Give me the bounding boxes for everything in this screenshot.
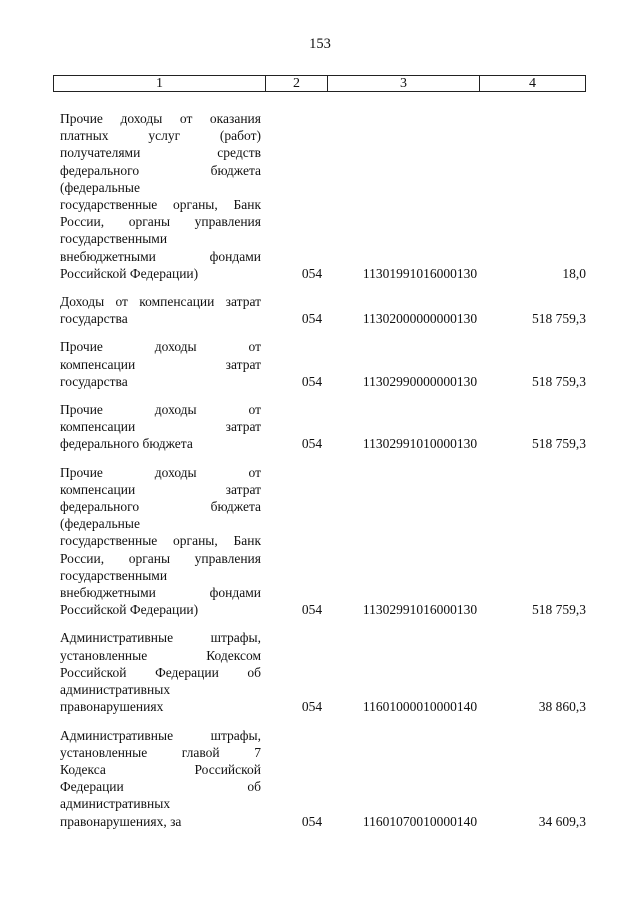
row-name-line: установленные Кодексом: [60, 647, 261, 663]
row-budget-code: 11301991016000130: [362, 265, 478, 281]
row-amount: 34 609,3: [538, 813, 586, 829]
row-name-line: правонарушениях: [60, 699, 164, 715]
row-budget-code: 11302990000000130: [362, 373, 478, 389]
table-header: [53, 75, 586, 92]
row-amount: 518 759,3: [532, 436, 586, 452]
row-admin-code: 054: [301, 602, 323, 618]
row-name: [60, 464, 261, 619]
row-name-line: Кодекса Российской: [60, 761, 261, 777]
table-body: [60, 110, 586, 830]
row-budget-code: 11601070010000140: [362, 813, 478, 829]
row-name-line: России, органы управления: [60, 550, 261, 566]
row-name: [60, 629, 261, 715]
row-name-line: компенсации затрат: [60, 419, 261, 435]
row-name-line: Российской Федерации): [60, 265, 199, 281]
row-name-line: (федеральные: [60, 516, 140, 532]
table-row: [60, 293, 586, 327]
row-name-line: Прочие доходы от оказания: [60, 111, 261, 126]
table-row: [60, 110, 586, 282]
table-row: [60, 727, 586, 830]
row-budget-code: 11302000000000130: [362, 311, 478, 327]
row-name-line: Административные штрафы,: [60, 727, 261, 743]
row-budget-code: 11601000010000140: [362, 699, 478, 715]
row-name-line: России, органы управления: [60, 214, 261, 230]
row-name: [60, 110, 261, 282]
row-name-line: установленные главой 7: [60, 744, 261, 760]
row-name: [60, 338, 261, 390]
row-name-line: Административные штрафы,: [60, 630, 261, 646]
row-budget-code: 11302991010000130: [362, 436, 478, 452]
row-name-line: получателями средств: [60, 145, 261, 161]
row-name-line: Прочие доходы от: [60, 402, 261, 418]
header-col-3: 3: [328, 76, 480, 91]
table-row: [60, 338, 586, 390]
row-name-line: Российской Федерации): [60, 602, 199, 618]
row-amount: 38 860,3: [538, 699, 586, 715]
row-name: [60, 293, 261, 327]
row-admin-code: 054: [301, 813, 323, 829]
header-col-2: 2: [266, 76, 328, 91]
row-name-line: правонарушениях, за: [60, 813, 182, 829]
row-name-line: Российской Федерации об: [60, 664, 261, 680]
row-admin-code: 054: [301, 436, 323, 452]
row-name-line: государственными: [60, 567, 168, 583]
row-amount: 18,0: [562, 265, 586, 281]
row-name-line: государства: [60, 373, 128, 389]
row-admin-code: 054: [301, 265, 323, 281]
row-name-line: Федерации об: [60, 779, 261, 795]
row-name: [60, 727, 261, 830]
table-row: [60, 464, 586, 619]
row-admin-code: 054: [301, 373, 323, 389]
table-row: [60, 401, 586, 453]
row-amount: 518 759,3: [532, 311, 586, 327]
row-name-line: Доходы от компенсации затрат: [60, 294, 261, 310]
row-budget-code: 11302991016000130: [362, 602, 478, 618]
row-name-line: компенсации затрат: [60, 356, 261, 372]
row-admin-code: 054: [301, 311, 323, 327]
row-amount: 518 759,3: [532, 373, 586, 389]
row-name-line: платных услуг (работ): [60, 128, 261, 144]
row-name-line: государственные органы, Банк: [60, 533, 261, 549]
page-number: 153: [309, 36, 331, 52]
row-name-line: внебюджетными фондами: [60, 248, 261, 264]
row-name-line: административных: [60, 796, 171, 812]
row-name-line: государственные органы, Банк: [60, 197, 261, 213]
row-name-line: внебюджетными фондами: [60, 585, 261, 601]
row-name-line: Прочие доходы от: [60, 464, 261, 480]
row-amount: 518 759,3: [532, 602, 586, 618]
row-name-line: государства: [60, 311, 128, 327]
header-col-1: 1: [54, 76, 266, 91]
row-name: [60, 401, 261, 453]
row-name-line: компенсации затрат: [60, 481, 261, 497]
header-col-4: 4: [529, 75, 536, 91]
row-name-line: Прочие доходы от: [60, 339, 261, 355]
table-row: [60, 629, 586, 715]
row-name-line: федерального бюджета: [60, 499, 261, 515]
row-name-line: (федеральные: [60, 179, 140, 195]
row-name-line: государственными: [60, 231, 168, 247]
row-name-line: административных: [60, 682, 171, 698]
row-admin-code: 054: [301, 699, 323, 715]
row-name-line: федерального бюджета: [60, 162, 261, 178]
row-name-line: федерального бюджета: [60, 436, 193, 452]
